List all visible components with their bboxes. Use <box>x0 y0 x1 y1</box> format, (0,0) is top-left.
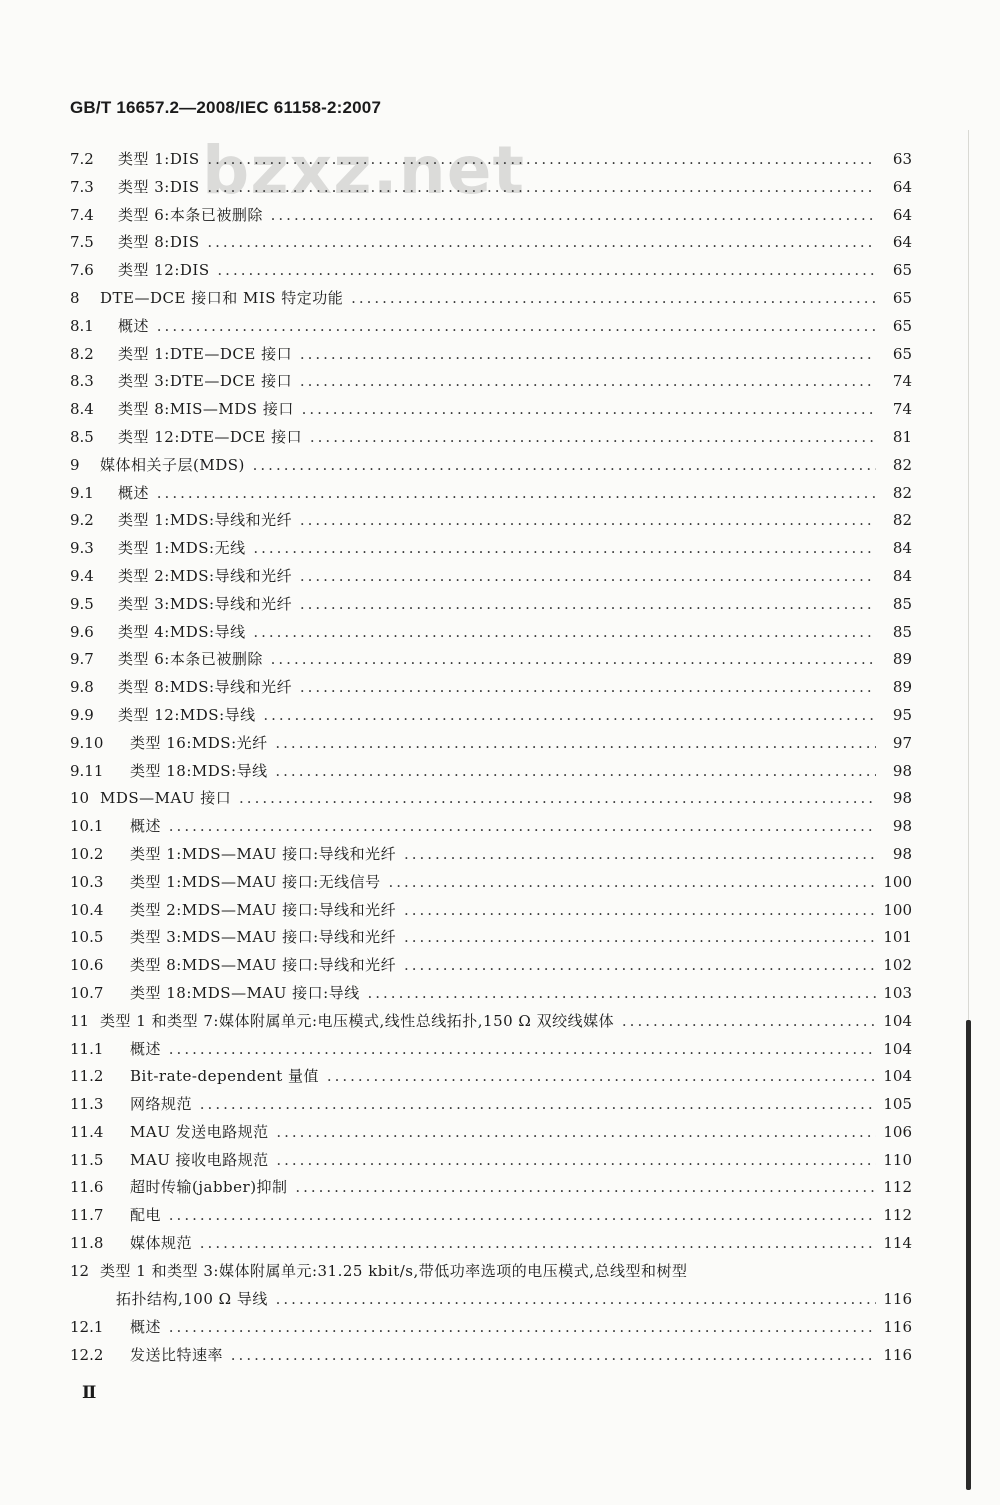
toc-entry-page: 116 <box>878 1342 912 1370</box>
toc-entry-page: 65 <box>878 257 912 285</box>
toc-entry-number: 10.2 <box>70 844 104 863</box>
toc-entry-page: 102 <box>878 952 912 980</box>
toc-entry-title: 类型 8:MIS—MDS 接口 ..... <box>118 396 876 424</box>
toc-entry[interactable] <box>70 1342 912 1370</box>
toc-entry-number: 7.6 <box>70 261 94 280</box>
toc-entry-page: 100 <box>878 897 912 925</box>
toc-entry-number: 12.1 <box>70 1317 104 1336</box>
toc-entry-number: 11.7 <box>70 1206 104 1225</box>
toc-entry-number: 9.11 <box>70 761 104 780</box>
toc-entry-number: 11.3 <box>70 1095 104 1114</box>
toc-entry[interactable] <box>70 785 912 813</box>
toc-entry[interactable] <box>70 952 912 980</box>
toc-entry[interactable] <box>70 452 912 480</box>
toc-entry[interactable] <box>70 507 912 535</box>
toc-entry-number: 12 <box>70 1261 90 1280</box>
toc-entry-number: 11 <box>70 1011 90 1030</box>
toc-entry-page: 98 <box>878 813 912 841</box>
toc-entry-title: 媒体规范 ..... <box>130 1230 876 1258</box>
toc-entry[interactable] <box>70 1147 912 1175</box>
toc-entry-title: 类型 18:MDS:导线 ..... <box>130 758 876 786</box>
toc-entry[interactable] <box>70 758 912 786</box>
toc-entry-number: 9.9 <box>70 705 94 724</box>
toc-entry-number: 8.4 <box>70 400 94 419</box>
toc-entry-page: 105 <box>878 1091 912 1119</box>
toc-entry-title: 类型 16:MDS:光纤 ..... <box>130 730 876 758</box>
toc-entry-title: 类型 18:MDS—MAU 接口:导线 ..... <box>130 980 876 1008</box>
toc-entry[interactable] <box>70 869 912 897</box>
toc-entry-title: 概述 ..... <box>130 813 876 841</box>
toc-entry-number: 11.8 <box>70 1234 104 1253</box>
toc-entry-number: 10.1 <box>70 817 104 836</box>
toc-entry-number: 8 <box>70 288 80 307</box>
toc-entry-title: 类型 12:MDS:导线 ..... <box>118 702 876 730</box>
toc-entry-page: 106 <box>878 1119 912 1147</box>
toc-entry[interactable] <box>70 1258 912 1314</box>
toc-entry[interactable] <box>70 980 912 1008</box>
toc-entry-number: 11.2 <box>70 1067 104 1086</box>
toc-entry-number: 11.4 <box>70 1122 104 1141</box>
toc-entry[interactable] <box>70 646 912 674</box>
toc-entry-number: 10.3 <box>70 872 104 891</box>
toc-entry[interactable] <box>70 924 912 952</box>
toc-entry-page: 116 <box>878 1314 912 1342</box>
toc-entry-title: 概述 ..... <box>130 1314 876 1342</box>
toc-entry-page: 104 <box>878 1008 912 1036</box>
toc-entry-number: 9 <box>70 455 80 474</box>
watermark: bzxz.net <box>202 132 526 209</box>
toc-entry[interactable] <box>70 535 912 563</box>
toc-entry-title: 配电 ..... <box>130 1202 876 1230</box>
toc-entry-number: 10.6 <box>70 956 104 975</box>
toc-entry-title: 概述 ..... <box>118 313 876 341</box>
toc-entry-number: 9.10 <box>70 733 104 752</box>
toc-entry-title: 类型 6:本条已被删除 ..... <box>118 202 876 230</box>
page-edge <box>966 1020 971 1490</box>
toc-entry-page: 89 <box>878 646 912 674</box>
toc-entry[interactable] <box>70 1202 912 1230</box>
toc-entry-title: 类型 3:DTE—DCE 接口 ..... <box>118 368 876 396</box>
toc-entry[interactable] <box>70 897 912 925</box>
toc-entry[interactable] <box>70 1063 912 1091</box>
toc-entry-number: 9.8 <box>70 678 94 697</box>
toc-entry-page: 101 <box>878 924 912 952</box>
toc-entry-page: 84 <box>878 563 912 591</box>
toc-entry-number: 8.2 <box>70 344 94 363</box>
toc-entry-title: 类型 1:MDS:导线和光纤 ..... <box>118 507 876 535</box>
toc-entry-title: 类型 1:MDS:无线 ..... <box>118 535 876 563</box>
toc-entry-page: 65 <box>878 285 912 313</box>
toc-entry-title-line: 类型 1 和类型 3:媒体附属单元:31.25 kbit/s,带低功率选项的电压模式,总线型和树型 <box>100 1261 688 1280</box>
toc-entry-title: 类型 1:MDS—MAU 接口:导线和光纤 ..... <box>130 841 876 869</box>
toc-entry[interactable] <box>70 1008 912 1036</box>
toc-entry[interactable] <box>70 229 912 257</box>
toc-entry-page: 74 <box>878 396 912 424</box>
page-edge-shadow <box>968 130 969 1020</box>
toc-entry[interactable] <box>70 619 912 647</box>
toc-entry[interactable] <box>70 396 912 424</box>
toc-entry-number: 8.1 <box>70 316 94 335</box>
toc-entry-number: 12.2 <box>70 1345 104 1364</box>
toc-entry-page: 81 <box>878 424 912 452</box>
toc-entry-title: 类型 6:本条已被删除 ..... <box>118 646 876 674</box>
toc-entry-page: 103 <box>878 980 912 1008</box>
toc-entry[interactable] <box>70 424 912 452</box>
document-header: GB/T 16657.2—2008/IEC 61158-2:2007 <box>70 98 382 117</box>
toc-entry-number: 9.5 <box>70 594 94 613</box>
toc-entry-number: 7.5 <box>70 233 94 252</box>
toc-entry-number: 7.3 <box>70 177 94 196</box>
toc-entry-title: 类型 2:MDS—MAU 接口:导线和光纤 ..... <box>130 897 876 925</box>
toc-entry-page: 65 <box>878 341 912 369</box>
toc-entry-page: 63 <box>878 146 912 174</box>
toc-entry-number: 9.2 <box>70 511 94 530</box>
toc-entry-title: 类型 8:MDS—MAU 接口:导线和光纤 ..... <box>130 952 876 980</box>
toc-entry-number: 10 <box>70 789 90 808</box>
toc-entry-page: 64 <box>878 202 912 230</box>
toc-entry-title: 类型 12:DIS ..... <box>118 257 876 285</box>
toc-entry[interactable] <box>70 674 912 702</box>
toc-entry-title: MAU 发送电路规范 ..... <box>130 1119 876 1147</box>
toc-entry-title: MDS—MAU 接口 ..... <box>100 785 876 813</box>
toc-entry[interactable] <box>70 257 912 285</box>
toc-entry-number: 8.3 <box>70 372 94 391</box>
toc-entry-page: 89 <box>878 674 912 702</box>
toc-entry-title: 网络规范 ..... <box>130 1091 876 1119</box>
toc-entry-page: 84 <box>878 535 912 563</box>
toc-entry-page: 110 <box>878 1147 912 1175</box>
toc-entry[interactable] <box>70 1174 912 1202</box>
toc-entry[interactable] <box>70 591 912 619</box>
toc-entry-title: 类型 3:MDS—MAU 接口:导线和光纤 ..... <box>130 924 876 952</box>
toc-entry[interactable] <box>70 174 912 202</box>
toc-entry-page: 100 <box>878 869 912 897</box>
toc-entry[interactable] <box>70 202 912 230</box>
toc-entry[interactable] <box>70 341 912 369</box>
toc-entry-title: 类型 1:DTE—DCE 接口 ..... <box>118 341 876 369</box>
toc-entry-number: 10.4 <box>70 900 104 919</box>
toc-entry-page: 82 <box>878 507 912 535</box>
toc-entry-page: 112 <box>878 1174 912 1202</box>
toc-entry[interactable] <box>70 313 912 341</box>
toc-entry-title: 类型 12:DTE—DCE 接口 ..... <box>118 424 876 452</box>
toc-entry-page: 104 <box>878 1063 912 1091</box>
toc-entry-title: MAU 接收电路规范 ..... <box>130 1147 876 1175</box>
toc-entry-number: 9.1 <box>70 483 94 502</box>
toc-entry-number: 9.3 <box>70 539 94 558</box>
toc-entry-title: Bit-rate-dependent 量值 ..... <box>130 1063 876 1091</box>
toc-entry-title: 类型 8:MDS:导线和光纤 ..... <box>118 674 876 702</box>
toc-entry[interactable] <box>70 813 912 841</box>
toc-entry[interactable] <box>70 1091 912 1119</box>
toc-entry-page: 95 <box>878 702 912 730</box>
toc-entry-title: 类型 3:MDS:导线和光纤 ..... <box>118 591 876 619</box>
toc-entry-title: DTE—DCE 接口和 MIS 特定功能 ..... <box>100 285 876 313</box>
toc-entry-page: 85 <box>878 591 912 619</box>
toc-entry[interactable] <box>70 563 912 591</box>
toc-entry-page: 74 <box>878 368 912 396</box>
toc-entry-title: 类型 3:DIS ..... <box>118 174 876 202</box>
toc-entry-number: 9.4 <box>70 566 94 585</box>
toc-entry-page: 85 <box>878 619 912 647</box>
toc-entry[interactable] <box>70 285 912 313</box>
toc-entry-number: 7.2 <box>70 150 94 168</box>
toc-entry[interactable] <box>70 146 912 174</box>
toc-entry-number: 9.7 <box>70 650 94 669</box>
toc-entry-number: 11.5 <box>70 1150 104 1169</box>
toc-entry-title: 概述 ..... <box>130 1036 876 1064</box>
toc-entry-number: 11.6 <box>70 1178 104 1197</box>
toc-entry-title: 类型 8:DIS ..... <box>118 229 876 257</box>
toc-entry[interactable] <box>70 1036 912 1064</box>
toc-entry-title: 超时传输(jabber)抑制 ..... <box>130 1174 876 1202</box>
toc-entry-number: 10.5 <box>70 928 104 947</box>
toc-entry-title: 概述 ..... <box>118 480 876 508</box>
toc-entry[interactable] <box>70 480 912 508</box>
toc-entry-title: 媒体相关子层(MDS) ..... <box>100 452 876 480</box>
toc-entry-number: 7.4 <box>70 205 94 224</box>
toc-entry-title: 类型 2:MDS:导线和光纤 ..... <box>118 563 876 591</box>
toc-entry[interactable] <box>70 730 912 758</box>
toc-entry-number: 9.6 <box>70 622 94 641</box>
toc-entry-title: 类型 4:MDS:导线 ..... <box>118 619 876 647</box>
toc-entry[interactable] <box>70 702 912 730</box>
toc-entry-page: 82 <box>878 480 912 508</box>
toc-entry[interactable] <box>70 368 912 396</box>
table-of-contents <box>70 146 912 1369</box>
toc-entry-page: 98 <box>878 785 912 813</box>
toc-entry[interactable] <box>70 841 912 869</box>
toc-entry-page: 104 <box>878 1036 912 1064</box>
toc-entry-page: 65 <box>878 313 912 341</box>
toc-entry-page: 82 <box>878 452 912 480</box>
toc-entry-page: 97 <box>878 730 912 758</box>
toc-entry-title: 拓扑结构,100 Ω 导线 ..... <box>116 1286 876 1314</box>
toc-entry-number: 10.7 <box>70 983 104 1002</box>
toc-entry-page: 64 <box>878 229 912 257</box>
toc-entry-number: 11.1 <box>70 1039 104 1058</box>
toc-entry-title: 发送比特速率 ..... <box>130 1342 876 1370</box>
toc-entry[interactable] <box>70 1314 912 1342</box>
toc-entry-page: 116 <box>878 1286 912 1314</box>
toc-entry-title: 类型 1:DIS ..... <box>118 146 876 174</box>
toc-entry[interactable] <box>70 1119 912 1147</box>
toc-entry-title: 类型 1:MDS—MAU 接口:无线信号 ..... <box>130 869 876 897</box>
toc-entry-page: 98 <box>878 841 912 869</box>
toc-entry-page: 112 <box>878 1202 912 1230</box>
toc-entry-page: 98 <box>878 758 912 786</box>
toc-entry[interactable] <box>70 1230 912 1258</box>
toc-entry-page: 64 <box>878 174 912 202</box>
page-number-footer: Ⅱ <box>82 1383 96 1403</box>
toc-entry-number: 8.5 <box>70 427 94 446</box>
toc-entry-page: 114 <box>878 1230 912 1258</box>
toc-entry-title: 类型 1 和类型 7:媒体附属单元:电压模式,线性总线拓扑,150 Ω 双绞线媒体 ..... <box>100 1008 876 1036</box>
